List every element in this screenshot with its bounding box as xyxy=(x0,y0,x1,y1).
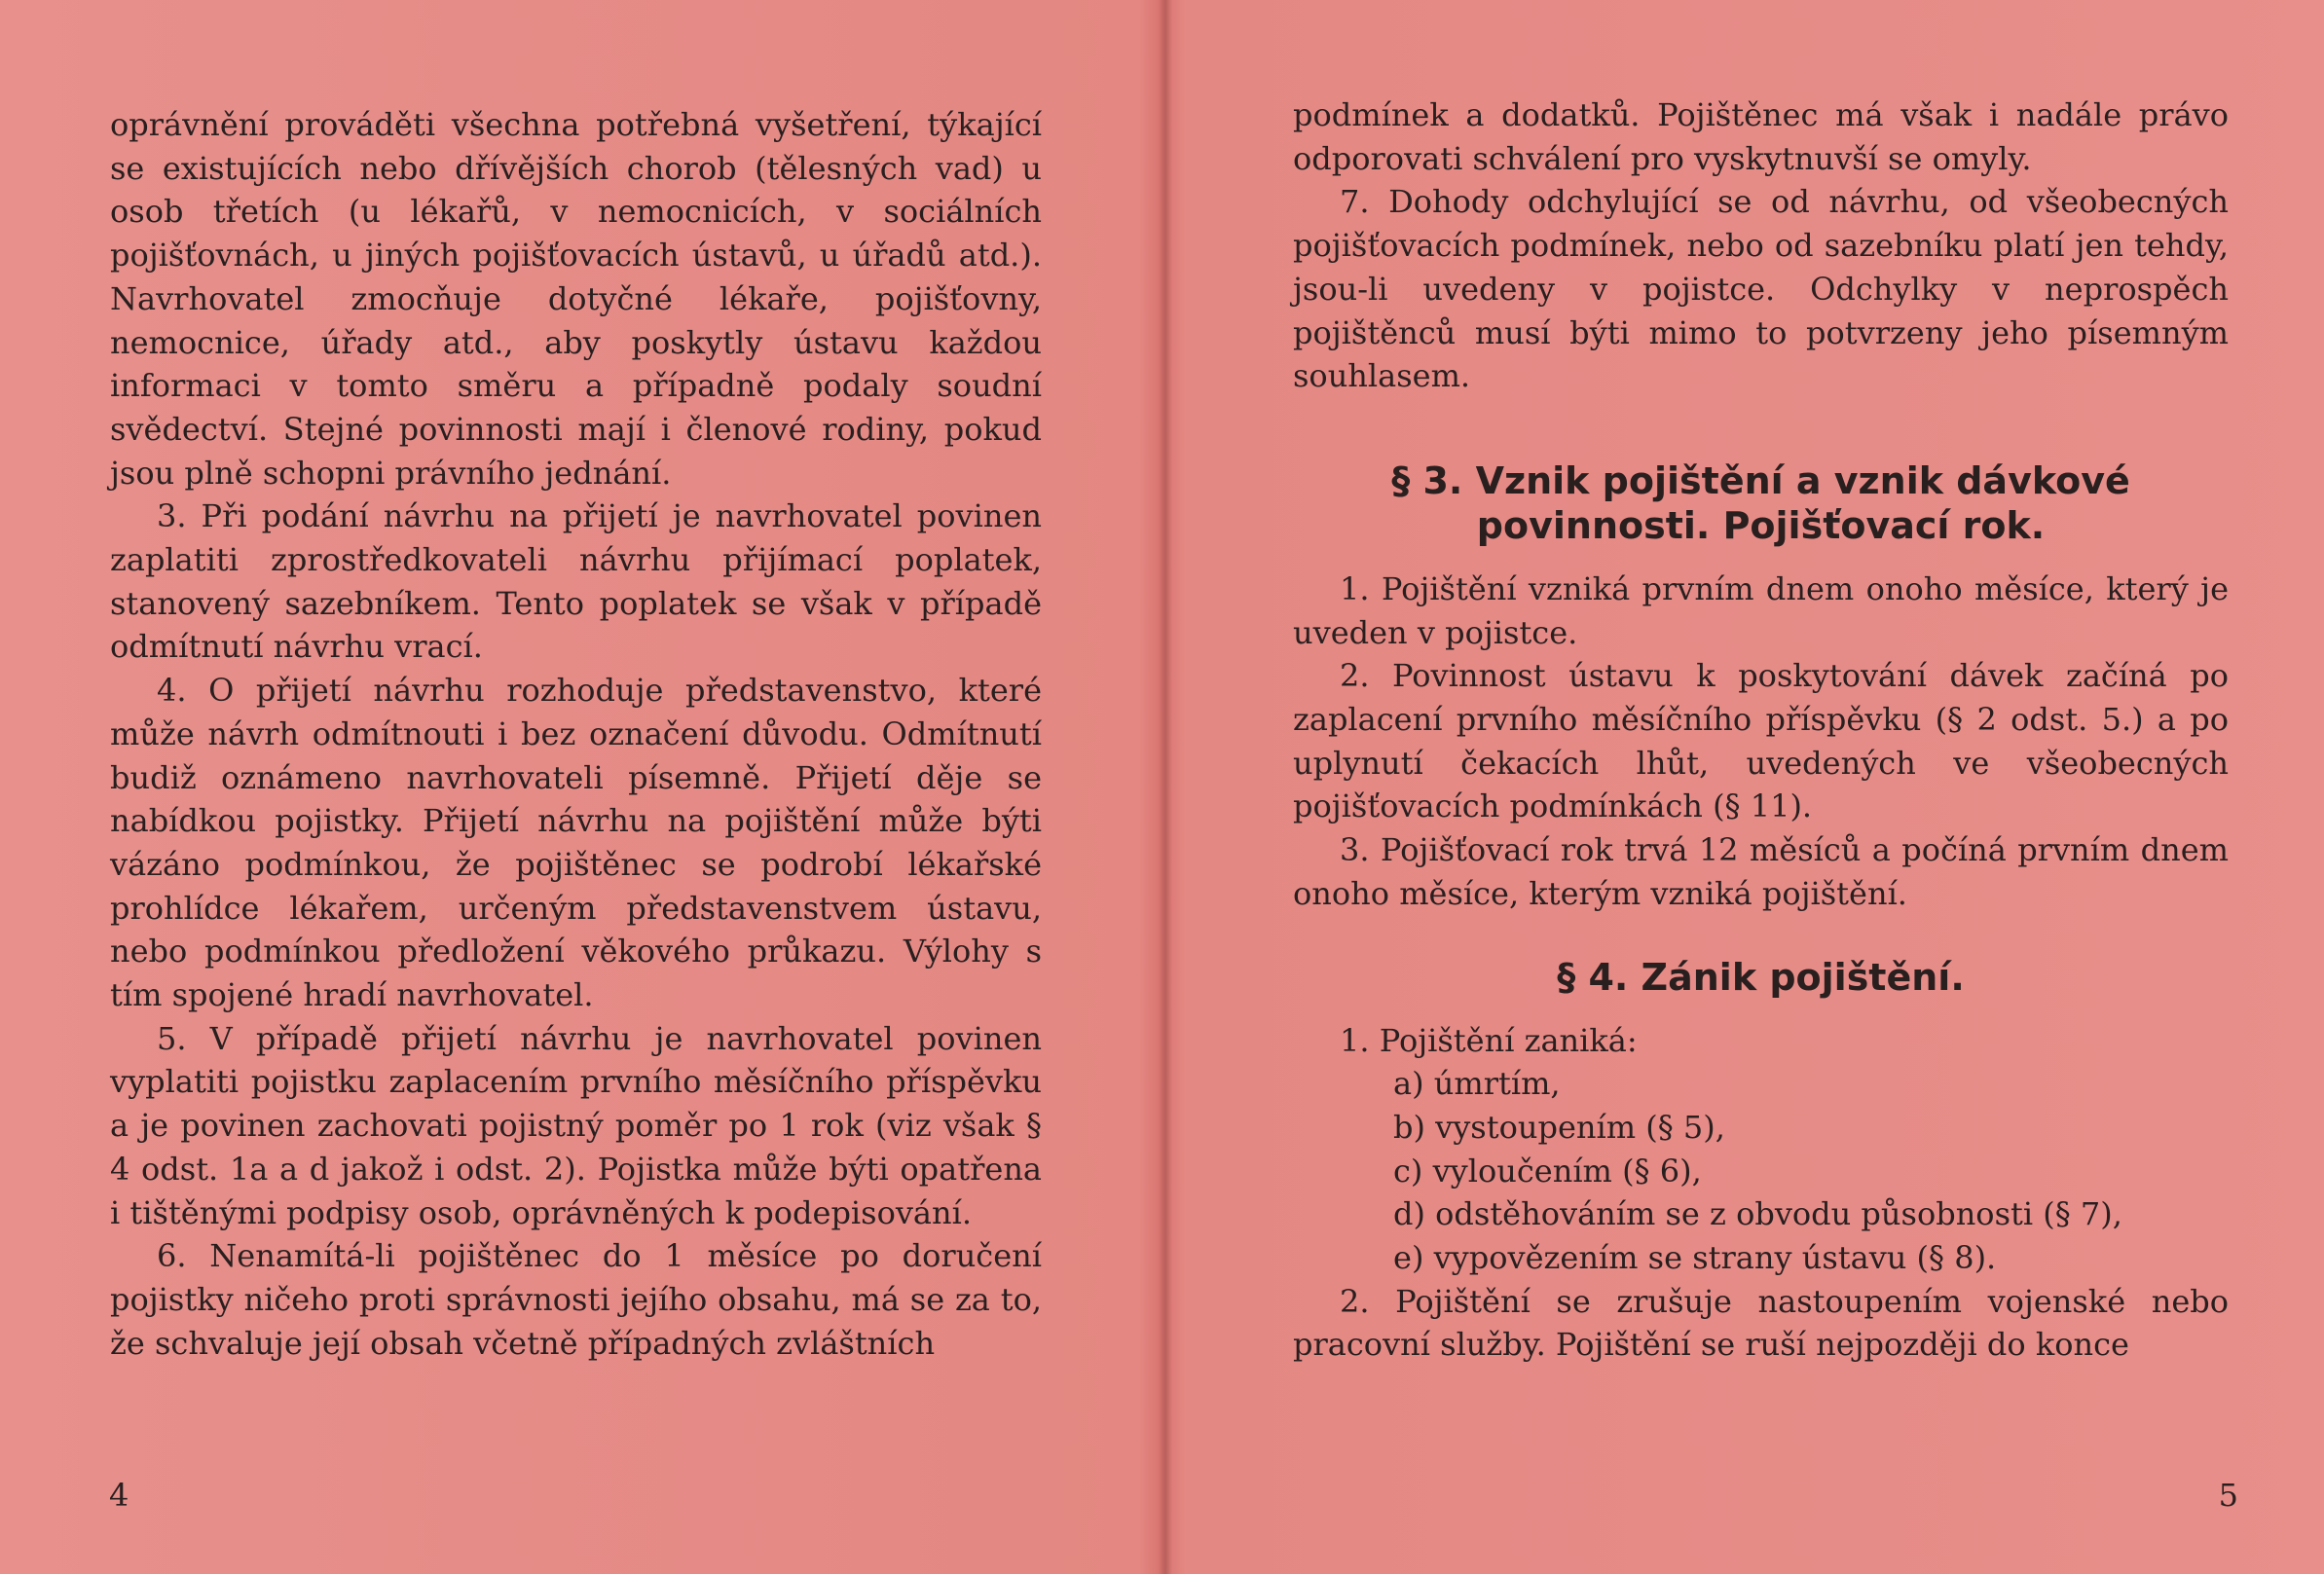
section-3-heading xyxy=(1293,458,2229,548)
section-3-paragraph-3: 3. Pojišťovací rok trvá 12 měsíců a počíná prvním dnem onoho měsíce, kterým vzniká pojištění. xyxy=(1293,831,2229,912)
page-gutter xyxy=(1159,0,1172,1574)
section-4-item-d: d) odstěhováním se z obvodu působnosti (§ 7), xyxy=(1393,1195,2122,1233)
page-number-right: 5 xyxy=(2218,1477,2238,1514)
left-text-column xyxy=(110,103,1042,1365)
section-3-paragraph-1: 1. Pojištění vzniká prvním dnem onoho měsíce, který je uveden v pojistce. xyxy=(1293,569,2229,651)
section-4-heading: § 4. Zánik pojištění. xyxy=(1557,955,1965,999)
right-paragraph-1: podmínek a dodatků. Pojištěnec má však i nadále právo odporovati schválení pro vyskytnuvší se omyly. xyxy=(1293,96,2229,177)
section-4-item-b: b) vystoupením (§ 5), xyxy=(1393,1108,1725,1146)
left-paragraph-5: 6. Nenamítá-li pojištěnec do 1 měsíce po doručení pojistky ničeho proti správnosti jejího obsahu, má se za to, že schvaluje její obsah včetně případných zvláštních xyxy=(110,1237,1042,1362)
section-3-heading-line1: § 3. Vznik pojištění a vznik dávkové xyxy=(1391,458,2130,502)
right-text-column xyxy=(1293,93,2229,1367)
section-4-item-c: c) vyloučením (§ 6), xyxy=(1393,1152,1702,1190)
section-3-heading-line2: povinnosti. Pojišťovací rok. xyxy=(1476,503,2046,547)
left-paragraph-2: 3. Při podání návrhu na přijetí je navrhovatel povinen zaplatiti zprostředkovateli návrhu přijímací poplatek, stanovený sazebníkem. Tento poplatek se však v případě odmítnutí návrhu vrací. xyxy=(110,497,1042,666)
left-paragraph-1: oprávnění prováděti všechna potřebná vyšetření, týkající se existujících nebo dřívějších chorob (tělesných vad) u osob třetích (u lékařů, v nemocnicích, v sociálních pojišťovnách, u jiných pojišťovacích ústavů, u úřadů atd.). Navrhovatel zmocňuje dotyčné lékaře, pojišťovny, nemocnice, úřady atd., aby poskytly ústavu každou informaci v tomto směru a případně podaly soudní svědectví. Stejné povinnosti mají i členové rodiny, pokud jsou plně schopni právního jednání. xyxy=(110,106,1042,492)
left-paragraph-4: 5. V případě přijetí návrhu je navrhovatel povinen vyplatiti pojistku zaplacením prvního měsíčního příspěvku a je povinen zachovati pojistný poměr po 1 rok (viz však § 4 odst. 1a a d jakož i odst. 2). Pojistka může býti opatřena i tištěnými podpisy osob, oprávněných k podepisování. xyxy=(110,1019,1042,1231)
left-page xyxy=(0,0,1159,1574)
section-3-paragraph-2: 2. Povinnost ústavu k poskytování dávek začíná po zaplacení prvního měsíčního příspěvku (§ 2 odst. 5.) a po uplynutí čekacích lhůt, uvedených ve všeobecných pojišťovacích podmínkách (§ 11). xyxy=(1293,657,2229,825)
section-4-intro: 1. Pojištění zaniká: xyxy=(1340,1021,1638,1059)
right-paragraph-2: 7. Dohody odchylující se od návrhu, od všeobecných pojišťovacích podmínek, nebo od sazebníku platí jen tehdy, jsou-li uvedeny v pojistce. Odchylky v neprospěch pojištěnců musí býti mimo to potvrzeny jeho písemným souhlasem. xyxy=(1293,183,2229,395)
right-page xyxy=(1172,0,2324,1574)
section-4-item-e: e) vypovězením se strany ústavu (§ 8). xyxy=(1393,1239,1997,1277)
section-4-paragraph-2: 2. Pojištění se zrušuje nastoupením vojenské nebo pracovní služby. Pojištění se ruší nejpozději do konce xyxy=(1293,1282,2229,1364)
page-number-left: 4 xyxy=(109,1477,129,1514)
section-4-item-a: a) úmrtím, xyxy=(1393,1065,1561,1103)
left-paragraph-3: 4. O přijetí návrhu rozhoduje představenstvo, které může návrh odmítnouti i bez označení důvodu. Odmítnutí budiž oznámeno navrhovateli písemně. Přijetí děje se nabídkou pojistky. Přijetí návrhu na pojištění může býti vázáno podmínkou, že pojištěnec se podrobí lékařské prohlídce lékařem, určeným představenstvem ústavu, nebo podmínkou předložení věkového průkazu. Výlohy s tím spojené hradí navrhovatel. xyxy=(110,672,1042,1014)
